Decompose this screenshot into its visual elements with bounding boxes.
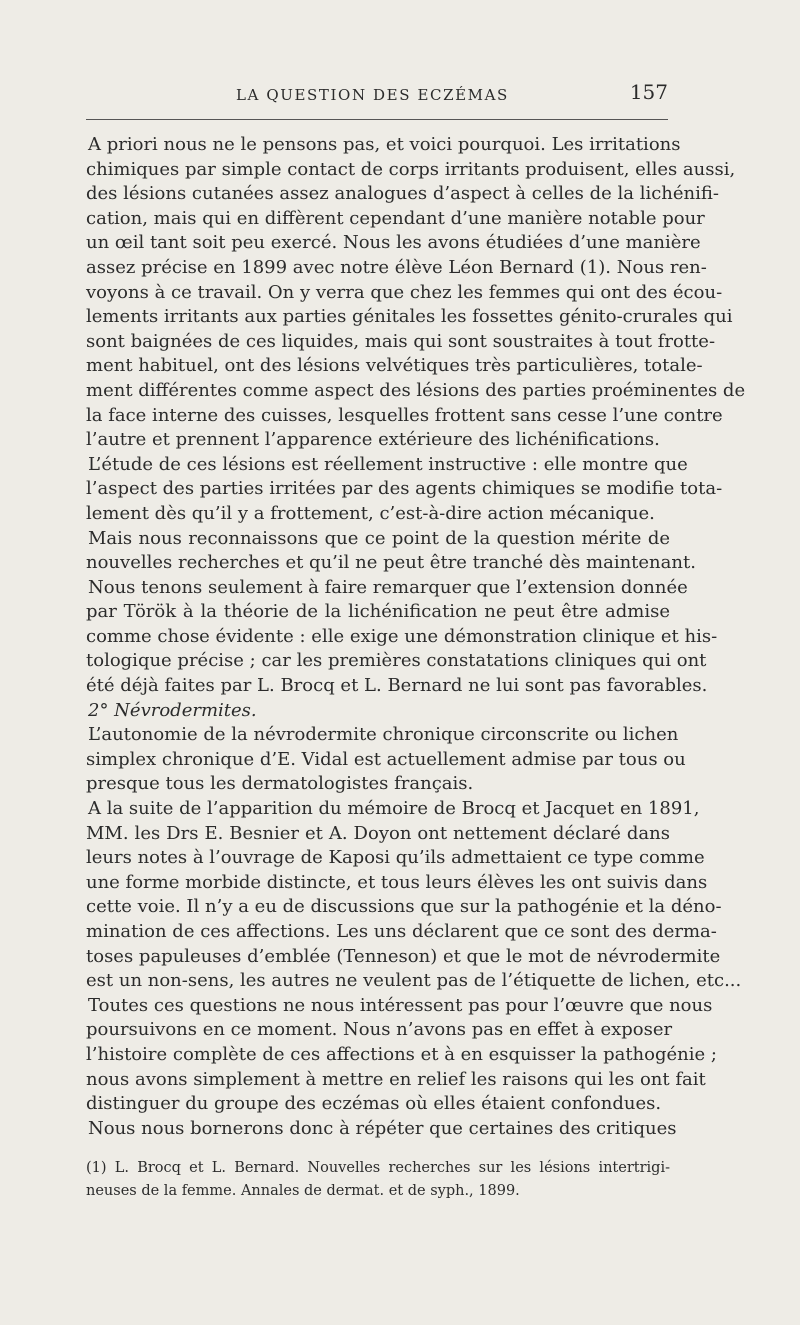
text-line: chimiques par simple contact de corps irritants produisent, elles aussi, <box>86 158 736 180</box>
text-line: toses papuleuses d’emblée (Tenneson) et que le mot de névrodermite <box>86 945 721 967</box>
text-line: sont baignées de ces liquides, mais qui sont soustraites à tout frotte- <box>86 330 716 352</box>
text-line: une forme morbide distincte, et tous leurs élèves les ont suivis dans <box>86 871 708 893</box>
text-line: Mais nous reconnaissons que ce point de la question mérite de <box>88 527 670 549</box>
text-line: tologique précise ; car les premières constatations cliniques qui ont <box>86 650 707 672</box>
text-line: L’autonomie de la névrodermite chronique circonscrite ou lichen <box>88 724 679 746</box>
text-line: leurs notes à l’ouvrage de Kaposi qu’ils admettaient ce type comme <box>86 847 705 869</box>
text-line: Nous tenons seulement à faire remarquer que l’extension donnée <box>88 576 688 598</box>
text-line: ment différentes comme aspect des lésions des parties proéminentes de <box>86 379 746 401</box>
footnote-line: (1) L. Brocq et L. Bernard. Nouvelles recherches sur les lésions intertrigi- <box>86 1160 670 1176</box>
text-line: nous avons simplement à mettre en relief les raisons qui les ont fait <box>86 1068 706 1090</box>
text-line: MM. les Drs E. Besnier et A. Doyon ont nettement déclaré dans <box>86 822 670 844</box>
text-line: presque tous les dermatologistes français. <box>86 773 474 795</box>
page-header <box>86 80 668 108</box>
text-line: nouvelles recherches et qu’il ne peut être tranché dès maintenant. <box>86 552 696 574</box>
text-line: l’histoire complète de ces affections et à en esquisser la pathogénie ; <box>86 1043 717 1065</box>
text-line: voyons à ce travail. On y verra que chez les femmes qui ont des écou- <box>86 281 723 303</box>
page-number: 157 <box>629 80 668 104</box>
body-text <box>86 133 746 1141</box>
text-line: mination de ces affections. Les uns déclarent que ce sont des derma- <box>86 921 717 942</box>
text-line: comme chose évidente : elle exige une démonstration clinique et his- <box>86 625 718 647</box>
text-line: L’étude de ces lésions est réellement instructive : elle montre que <box>88 453 688 475</box>
text-line: est un non-sens, les autres ne veulent pas de l’étiquette de lichen, etc... <box>86 970 742 992</box>
text-line: cette voie. Il n’y a eu de discussions que sur la pathogénie et la déno- <box>86 896 722 918</box>
text-line: poursuivons en ce moment. Nous n’avons pas en effet à exposer <box>86 1019 673 1041</box>
text-line: des lésions cutanées assez analogues d’aspect à celles de la lichénifi- <box>86 183 719 205</box>
text-line: lement dès qu’il y a frottement, c’est-à-dire action mécanique. <box>86 502 655 524</box>
text-line: A priori nous ne le pensons pas, et voici pourquoi. Les irritations <box>88 134 681 155</box>
text-line: un œil tant soit peu exercé. Nous les avons étudiées d’une manière <box>86 232 701 254</box>
text-line: A la suite de l’apparition du mémoire de Brocq et Jacquet en 1891, <box>88 798 700 820</box>
footnote-line: neuses de la femme. Annales de dermat. et de syph., 1899. <box>86 1183 520 1199</box>
text-line: Nous nous bornerons donc à répéter que certaines des critiques <box>88 1117 677 1139</box>
text-line: distinguer du groupe des eczémas où elles étaient confondues. <box>86 1093 662 1115</box>
text-line: la face interne des cuisses, lesquelles frottent sans cesse l’une contre <box>86 404 723 426</box>
text-line: 2° Névrodermites. <box>88 699 257 721</box>
text-line: Toutes ces questions ne nous intéressent pas pour l’œuvre que nous <box>88 994 713 1016</box>
text-line: simplex chronique d’E. Vidal est actuellement admise par tous ou <box>86 748 686 770</box>
header-rule <box>86 119 668 120</box>
running-title: LA QUESTION DES ECZÉMAS <box>236 86 509 104</box>
text-line: été déjà faites par L. Brocq et L. Bernard ne lui sont pas favorables. <box>86 675 708 697</box>
text-line: par Török à la théorie de la lichénification ne peut être admise <box>86 601 670 623</box>
text-line: cation, mais qui en diffèrent cependant d’une manière notable pour <box>86 207 705 229</box>
text-line: assez précise en 1899 avec notre élève Léon Bernard (1). Nous ren- <box>86 256 707 278</box>
text-line: l’aspect des parties irritées par des agents chimiques se modifie tota- <box>86 478 723 500</box>
footnote <box>86 1157 670 1203</box>
text-line: l’autre et prennent l’apparence extérieure des lichénifications. <box>86 429 660 451</box>
text-line: ment habituel, ont des lésions velvétiques très particulières, totale- <box>86 355 703 377</box>
text-line: lements irritants aux parties génitales les fossettes génito-crurales qui <box>86 306 733 328</box>
